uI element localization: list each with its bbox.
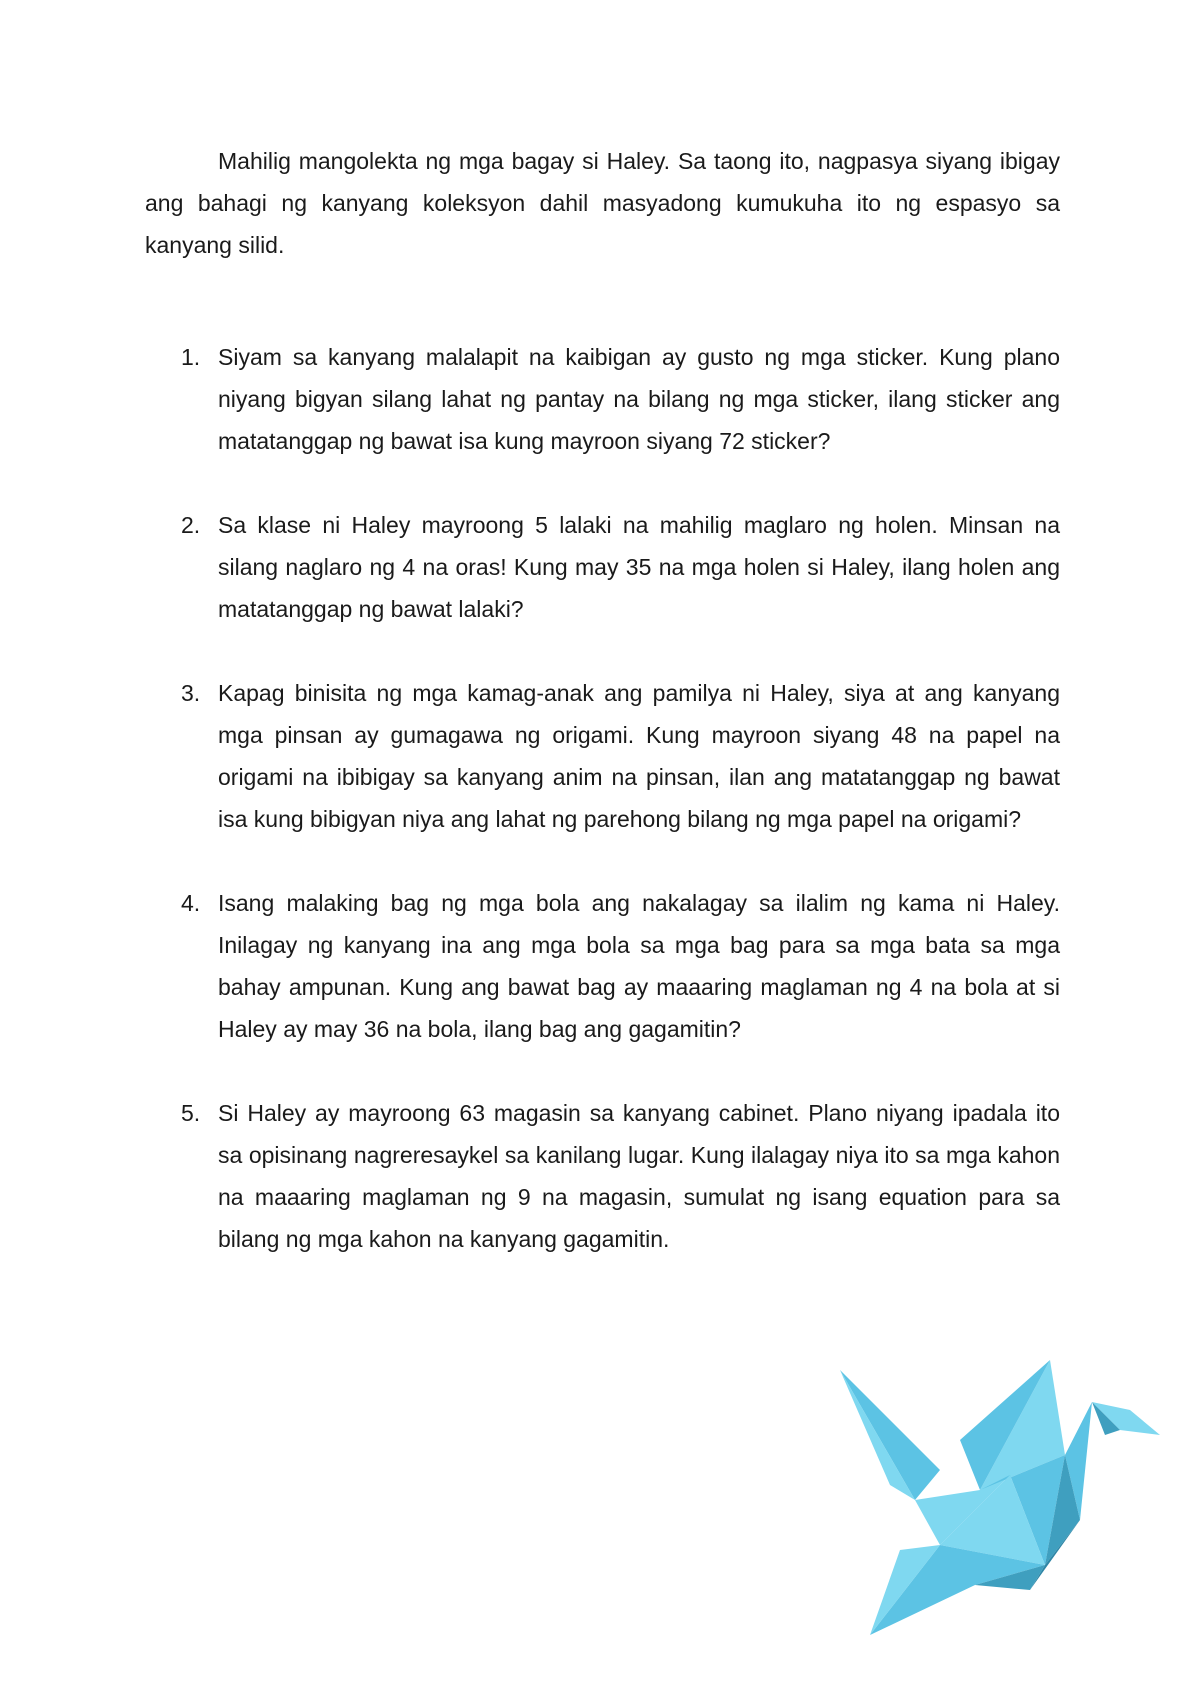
- problem-item: [145, 336, 1060, 462]
- problem-text: Si Haley ay mayroong 63 magasin sa kanyang cabinet. Plano niyang ipadala ito sa opisinang nagreresaykel sa kanilang lugar. Kung ilalagay niya ito sa mga kahon na maaaring maglaman ng 9 na magasin, sumulat ng isang equation para sa bilang ng mga kahon na kanyang gagamitin.: [218, 1100, 1060, 1252]
- problem-text: Siyam sa kanyang malalapit na kaibigan ay gusto ng mga sticker. Kung plano niyang bigyan silang lahat ng pantay na bilang ng mga sticker, ilang sticker ang matatanggap ng bawat isa kung mayroon siyang 72 sticker?: [218, 344, 1060, 454]
- problem-number: 2.: [181, 512, 201, 538]
- problem-list: [145, 336, 1060, 1302]
- problem-item: [145, 504, 1060, 630]
- problem-text: Sa klase ni Haley mayroong 5 lalaki na mahilig maglaro ng holen. Minsan na silang naglaro ng 4 na oras! Kung may 35 na mga holen si Haley, ilang holen ang matatanggap ng bawat lalaki?: [218, 512, 1060, 622]
- problem-number: 1.: [181, 344, 201, 370]
- problem-number: 5.: [181, 1100, 201, 1126]
- problem-text: Kapag binisita ng mga kamag-anak ang pamilya ni Haley, siya at ang kanyang mga pinsan ay gumagawa ng origami. Kung mayroon siyang 48 na papel na origami na ibibigay sa kanyang anim na pinsan, ilan ang matatanggap ng bawat isa kung bibigyan niya ang lahat ng parehong bilang ng mga papel na origami?: [218, 680, 1060, 832]
- problem-item: [145, 672, 1060, 840]
- problem-text: Isang malaking bag ng mga bola ang nakalagay sa ilalim ng kama ni Haley. Inilagay ng kanyang ina ang mga bola sa mga bag para sa mga bata sa mga bahay ampunan. Kung ang bawat bag ay maaaring maglaman ng 4 na bola at si Haley ay may 36 na bola, ilang bag ang gagamitin?: [218, 890, 1060, 1042]
- intro-paragraph: Mahilig mangolekta ng mga bagay si Haley. Sa taong ito, nagpasya siyang ibigay ang bahagi ng kanyang koleksyon dahil masyadong kumukuha ito ng espasyo sa kanyang silid.: [145, 148, 1060, 258]
- origami-crane-icon: [830, 1360, 1160, 1640]
- problem-item: [145, 1092, 1060, 1260]
- problem-item: [145, 882, 1060, 1050]
- problem-number: 3.: [181, 680, 201, 706]
- problem-number: 4.: [181, 890, 201, 916]
